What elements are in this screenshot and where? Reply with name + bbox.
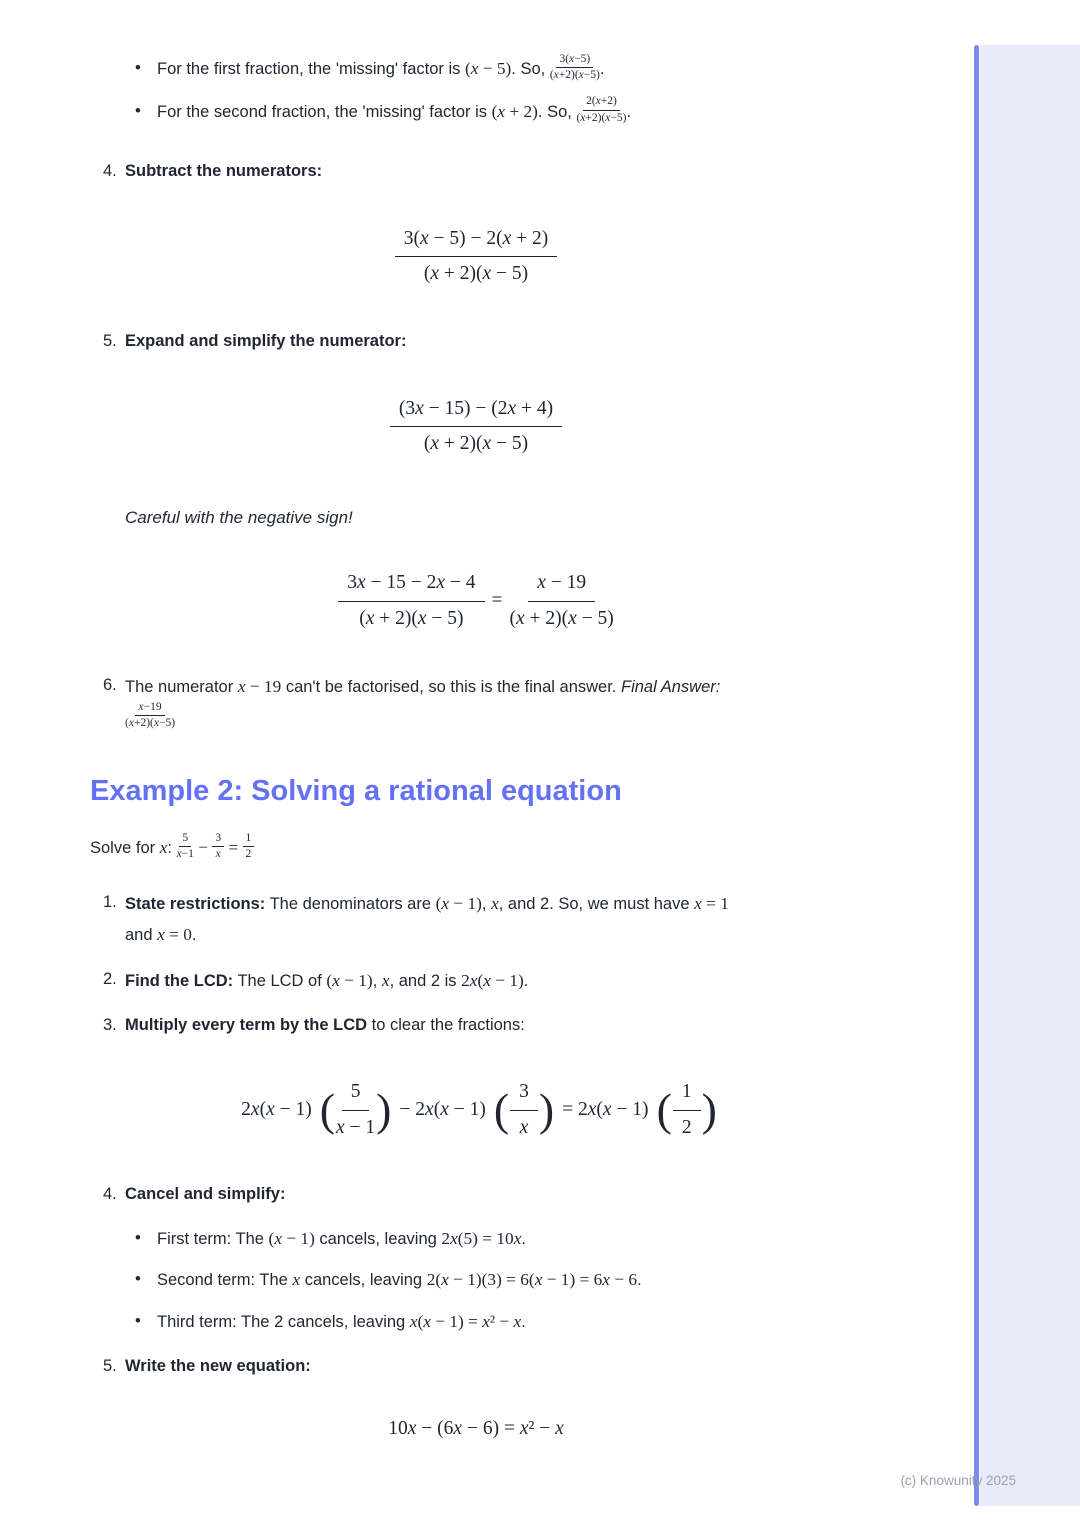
cancel-bullet-list bbox=[90, 1224, 862, 1336]
bold-text: Cancel and simplify: bbox=[125, 1185, 286, 1204]
text-run: , and 2 is bbox=[389, 972, 462, 991]
solution-steps-list bbox=[90, 888, 862, 1440]
inline-math: = bbox=[491, 590, 503, 612]
text-run: can't be factorised, so this is the final answer. bbox=[281, 678, 621, 697]
fraction-numerator: 1 bbox=[243, 832, 255, 848]
equation-expand-numerator bbox=[90, 397, 862, 457]
problem-statement bbox=[90, 832, 862, 864]
list-number: 5. bbox=[103, 331, 117, 350]
fraction-denominator: x bbox=[519, 1116, 529, 1138]
inline-math: − 2x(x − 1) bbox=[399, 1099, 486, 1121]
text-run: The denominators are bbox=[265, 894, 436, 913]
list-item-step-6 bbox=[90, 671, 862, 733]
inline-math: x bbox=[292, 1270, 301, 1290]
text-run: . bbox=[599, 60, 605, 78]
text-run: Solve for bbox=[90, 839, 160, 858]
fraction bbox=[673, 1080, 701, 1140]
fraction-denominator: (x + 2)(x − 5) bbox=[423, 263, 529, 285]
step-text bbox=[125, 888, 750, 951]
text-run: For the second fraction, the 'missing' factor is bbox=[157, 102, 492, 121]
list-item-step-5 bbox=[90, 327, 862, 357]
fraction bbox=[390, 397, 562, 457]
text-run: For the first fraction, the 'missing' factor is bbox=[157, 60, 465, 78]
bold-text: Write the new equation: bbox=[125, 1357, 311, 1376]
inline-math: − bbox=[193, 838, 213, 858]
list-number: 1. bbox=[103, 892, 117, 911]
bullet-icon: • bbox=[135, 59, 141, 77]
inline-math: x = 0 bbox=[157, 925, 192, 945]
list-item-step-5b bbox=[90, 1352, 862, 1382]
fraction-denominator: (x + 2)(x − 5) bbox=[359, 607, 464, 629]
bullet-text bbox=[157, 97, 631, 128]
text-run: . bbox=[637, 1271, 642, 1290]
list-item bbox=[90, 1224, 862, 1253]
fraction bbox=[510, 571, 614, 631]
step-text bbox=[125, 1352, 311, 1382]
text-run: The LCD of bbox=[233, 972, 327, 991]
paren-delimiter: ) bbox=[538, 1084, 555, 1136]
fraction bbox=[125, 701, 175, 731]
fraction bbox=[395, 227, 558, 287]
fraction bbox=[338, 571, 484, 631]
text-run: . So, bbox=[537, 102, 577, 121]
fraction-denominator: x − 1 bbox=[335, 1116, 376, 1138]
list-item bbox=[90, 1307, 862, 1336]
equation-subtract-numerators bbox=[90, 227, 862, 287]
text-run: . So, bbox=[511, 60, 550, 78]
fraction bbox=[576, 95, 626, 125]
fraction-numerator: 3 bbox=[212, 832, 224, 848]
page-edge-divider bbox=[974, 45, 979, 1506]
list-item bbox=[90, 97, 862, 128]
bullet-text bbox=[157, 1307, 526, 1336]
inline-math: x bbox=[159, 838, 168, 858]
text-run: and bbox=[125, 894, 734, 945]
bold-text: Find the LCD: bbox=[125, 972, 234, 991]
fraction-numerator: 3(x − 5) − 2(x + 2) bbox=[395, 227, 558, 257]
list-number: 5. bbox=[103, 1357, 117, 1376]
step-text bbox=[125, 327, 406, 357]
list-number: 3. bbox=[103, 1015, 117, 1034]
text-run: . bbox=[191, 926, 197, 945]
italic-text: Careful with the negative sign! bbox=[125, 508, 353, 528]
inline-math: = 2x(x − 1) bbox=[562, 1099, 649, 1121]
text-run: Second term: The bbox=[157, 1271, 293, 1290]
fraction-denominator: 2 bbox=[245, 848, 252, 861]
step-text bbox=[125, 1011, 525, 1041]
text-run: : bbox=[167, 839, 177, 858]
bold-text: Multiply every term by the LCD bbox=[125, 1015, 368, 1034]
inline-math: (x − 1) bbox=[435, 893, 482, 913]
text-run: cancels, leaving bbox=[314, 1229, 442, 1248]
equation-simplified-result bbox=[90, 571, 862, 631]
inline-math: x(x − 1) = x² − x bbox=[409, 1311, 522, 1331]
text-run: , and 2. So, we must have bbox=[498, 894, 695, 913]
fraction-numerator: 1 bbox=[673, 1080, 701, 1110]
bullet-text bbox=[157, 54, 604, 85]
step-text bbox=[125, 671, 750, 733]
fraction bbox=[550, 53, 600, 83]
list-item bbox=[90, 54, 862, 85]
fraction-numerator: 3 bbox=[510, 1080, 538, 1110]
inline-math: x bbox=[491, 893, 499, 913]
fraction-denominator: x−1 bbox=[176, 848, 194, 861]
text-run: Third term: The 2 cancels, leaving bbox=[157, 1312, 410, 1331]
list-number: 4. bbox=[103, 1185, 117, 1204]
bold-text: Subtract the numerators: bbox=[125, 162, 323, 181]
bullet-text bbox=[157, 1265, 642, 1294]
list-item bbox=[90, 1265, 862, 1294]
paren-delimiter: ) bbox=[701, 1084, 717, 1136]
fraction-denominator: (x+2)(x−5) bbox=[549, 69, 600, 82]
inline-math: x − 19 bbox=[237, 677, 282, 697]
inline-math: 2x(x − 1) bbox=[241, 1099, 312, 1121]
bullet-icon: • bbox=[135, 1311, 141, 1330]
bold-text: State restrictions: bbox=[125, 894, 266, 913]
inline-math: 10x − (6x − 6) = x² − x bbox=[388, 1417, 564, 1439]
inline-math: 2x(x − 1) bbox=[461, 971, 524, 991]
text-run: . bbox=[523, 972, 529, 991]
fraction bbox=[177, 832, 194, 862]
paren-delimiter: ( bbox=[493, 1084, 510, 1136]
inline-math: x = 1 bbox=[694, 893, 729, 913]
equation-new-equation bbox=[90, 1418, 862, 1440]
list-item-step-4b bbox=[90, 1180, 862, 1210]
list-item-step-4 bbox=[90, 157, 862, 187]
paren-delimiter: ) bbox=[376, 1084, 392, 1136]
text-run: . bbox=[521, 1312, 526, 1331]
paren-delimiter: ( bbox=[656, 1084, 672, 1136]
fraction bbox=[336, 1080, 375, 1140]
list-number: 2. bbox=[103, 970, 117, 989]
text-run: . bbox=[626, 102, 632, 121]
bullet-text bbox=[157, 1224, 526, 1253]
list-item-step-2 bbox=[90, 965, 862, 997]
fraction-denominator: 2 bbox=[681, 1116, 692, 1138]
fraction-numerator: x − 19 bbox=[528, 571, 595, 601]
fraction-numerator: x−19 bbox=[135, 701, 164, 717]
step-text bbox=[125, 965, 528, 997]
list-number: 4. bbox=[103, 162, 117, 181]
text-run: to clear the fractions: bbox=[367, 1015, 525, 1034]
bullet-icon: • bbox=[135, 101, 141, 120]
caution-note bbox=[125, 504, 862, 531]
inline-math: (x + 2) bbox=[491, 101, 538, 121]
equation-multiply-by-lcd bbox=[90, 1080, 862, 1140]
fraction-numerator: 2(x+2) bbox=[583, 95, 620, 111]
fraction bbox=[510, 1080, 538, 1140]
fraction bbox=[243, 832, 255, 862]
fraction-numerator: (3x − 15) − (2x + 4) bbox=[390, 397, 562, 427]
text-run: , bbox=[372, 972, 382, 991]
paren-delimiter: ( bbox=[319, 1084, 335, 1136]
text-run: , bbox=[481, 894, 492, 913]
step-text bbox=[125, 1180, 285, 1210]
bold-text: Expand and simplify the numerator: bbox=[125, 331, 407, 350]
fraction-denominator: x bbox=[215, 848, 221, 861]
list-number: 6. bbox=[103, 676, 117, 695]
fraction-numerator: 5 bbox=[342, 1080, 370, 1110]
bullet-icon: • bbox=[135, 1270, 141, 1289]
right-margin-strip bbox=[980, 45, 1080, 1506]
fraction-denominator: (x + 2)(x − 5) bbox=[509, 607, 614, 629]
fraction-numerator: 3x − 15 − 2x − 4 bbox=[338, 571, 484, 601]
inline-math: (x − 5) bbox=[464, 59, 512, 78]
inline-math: (x − 1) bbox=[326, 971, 373, 991]
text-run: The numerator bbox=[125, 678, 238, 697]
list-item-step-1 bbox=[90, 888, 862, 951]
step-text bbox=[125, 157, 322, 187]
list-item-step-3 bbox=[90, 1011, 862, 1041]
italic-text: Final Answer: bbox=[620, 678, 721, 697]
inline-math: x bbox=[381, 971, 390, 991]
document-content bbox=[90, 46, 862, 1480]
fraction-denominator: (x + 2)(x − 5) bbox=[423, 432, 529, 454]
inline-math: 2x(5) = 10x bbox=[441, 1228, 522, 1248]
fraction-denominator: (x+2)(x−5) bbox=[125, 717, 176, 730]
factor-bullet-list bbox=[90, 54, 862, 127]
fraction-denominator: (x+2)(x−5) bbox=[576, 111, 627, 124]
inline-math: (x − 1) bbox=[268, 1228, 315, 1248]
fraction-numerator: 3(x−5) bbox=[556, 53, 593, 69]
text-run: . bbox=[521, 1229, 526, 1248]
section-heading: Example 2: Solving a rational equation bbox=[90, 775, 622, 808]
text-run: First term: The bbox=[157, 1229, 269, 1248]
footer-copyright: (c) Knowunity 2025 bbox=[900, 1473, 1016, 1488]
inline-math: 2(x − 1)(3) = 6(x − 1) = 6x − 6 bbox=[426, 1270, 638, 1290]
fraction-numerator: 5 bbox=[179, 832, 191, 848]
bullet-icon: • bbox=[135, 1228, 141, 1247]
text-run: cancels, leaving bbox=[300, 1271, 427, 1290]
inline-math: = bbox=[224, 838, 243, 858]
fraction bbox=[212, 832, 224, 862]
